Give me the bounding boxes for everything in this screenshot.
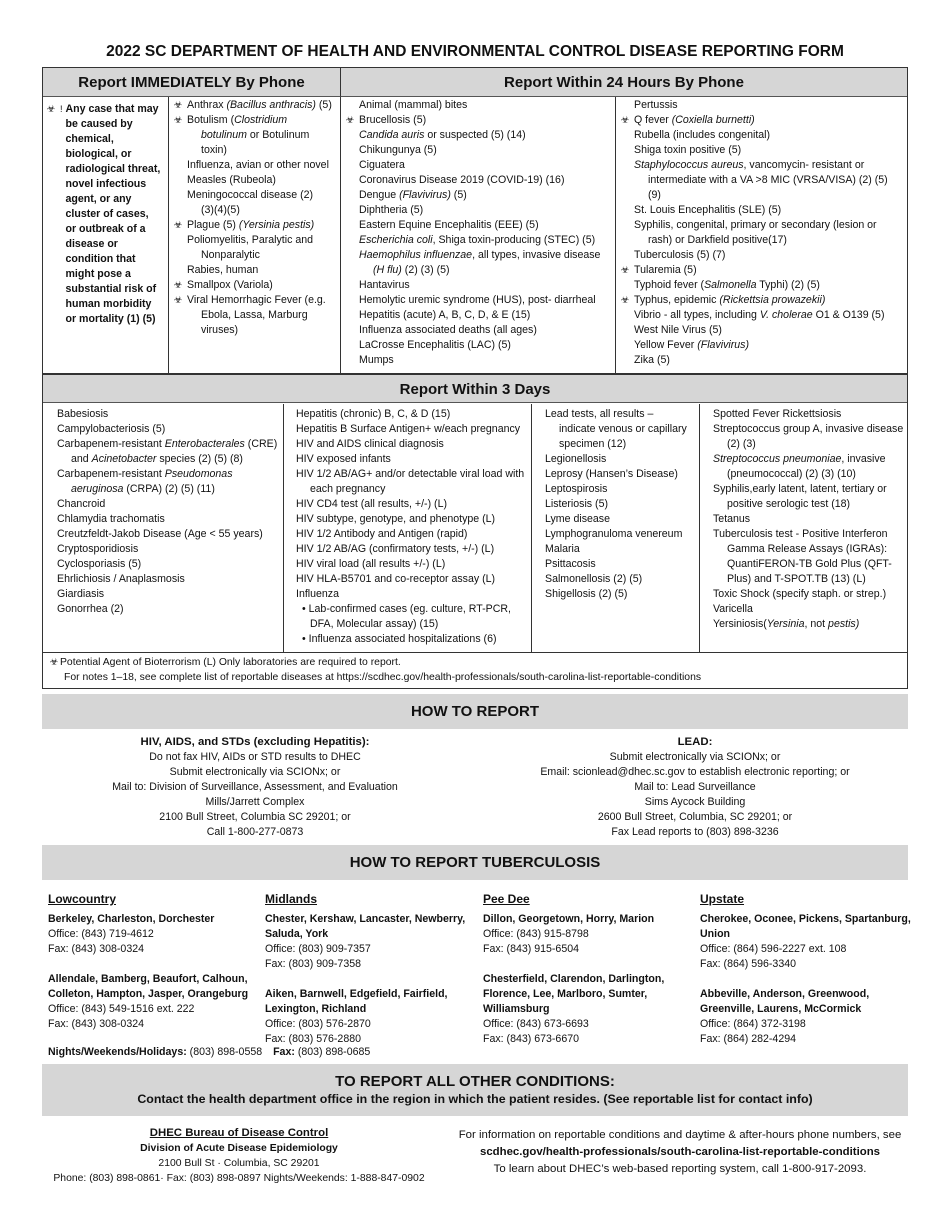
list-item: Candida auris or suspected (5) (14) xyxy=(359,129,526,141)
hiv-line: Do not fax HIV, AIDs or STD results to DHEC xyxy=(149,751,361,763)
other-conditions-subtitle: Contact the health department office in the region in which the patient resides. (See reportable list for contact info) xyxy=(137,1092,813,1106)
region-name: Upstate xyxy=(700,892,745,906)
region-counties: Abbeville, Anderson, Greenwood, Greenville, Laurens, McCormick xyxy=(700,988,870,1015)
region-office: Office: (843) 549-1516 ext. 222 xyxy=(48,1003,195,1015)
list-item: Shiga toxin positive (5) xyxy=(634,144,742,156)
list-item: Syphilis,early latent, latent, tertiary or xyxy=(713,483,887,495)
list-item-cont: each pregnancy xyxy=(310,483,386,495)
region-fax: Fax: (843) 308-0324 xyxy=(48,943,144,955)
biohazard-icon: ☣ xyxy=(173,220,183,231)
list-item: Spotted Fever Rickettsiosis xyxy=(713,408,842,420)
list-item: Babesiosis xyxy=(57,408,109,420)
tb-after-hours: Nights/Weekends/Holidays: (803) 898-0558 Fax: (803) 898-0685 xyxy=(48,1046,371,1058)
biohazard-icon: ☣ xyxy=(620,295,630,306)
list-item: Lead tests, all results – xyxy=(545,408,654,420)
list-item: St. Louis Encephalitis (SLE) (5) xyxy=(634,204,782,216)
list-item-cont: aeruginosa (CRPA) (2) (5) (11) xyxy=(71,483,215,495)
three-day-header: Report Within 3 Days xyxy=(43,374,907,403)
list-item-cont: (pneumococcal) (2) (3) (10) xyxy=(727,468,856,480)
list-item: ☣ Botulism (Clostridium xyxy=(173,114,288,126)
list-item: HIV and AIDS clinical diagnosis xyxy=(296,438,444,450)
lead-reporting-block xyxy=(520,735,870,840)
list-item: Carbapenem-resistant Pseudomonas xyxy=(57,468,233,480)
region-office: Office: (864) 596-2227 ext. 108 xyxy=(700,943,847,955)
any-case-text: Any case that may be caused by chemical, biological, or radiological threat, novel infectious agent, or any cluster of cases, or outbreak of a disease or condition that might pose a substantial risk of human morbidity or mortality (1) (5) xyxy=(65,103,161,325)
list-item: ☣ Smallpox (Variola) xyxy=(173,279,273,291)
list-item: Influenza, avian or other novel xyxy=(187,159,329,171)
list-item: Dengue (Flavivirus) (5) xyxy=(359,189,467,201)
tb-header: HOW TO REPORT TUBERCULOSIS xyxy=(42,845,908,880)
list-item: HIV viral load (all results +/-) (L) xyxy=(296,558,446,570)
biohazard-icon: ☣ xyxy=(620,265,630,276)
list-item: Listeriosis (5) xyxy=(545,498,608,510)
hiv-line: 2100 Bull Street, Columbia SC 29201; or xyxy=(159,811,351,823)
list-item: Ehrlichiosis / Anaplasmosis xyxy=(57,573,185,585)
biohazard-icon: ☣ xyxy=(345,115,355,126)
list-item: Tuberculosis test - Positive Interferon xyxy=(713,528,888,540)
list-item: HIV 1/2 AB/AG (confirmatory tests, +/-) (L) xyxy=(296,543,495,555)
list-item: Animal (mammal) bites xyxy=(359,99,468,111)
list-item: Lyme disease xyxy=(545,513,610,525)
how-to-report-header: HOW TO REPORT xyxy=(42,694,908,729)
bureau-contact xyxy=(44,1126,434,1186)
tb-region-upstate xyxy=(700,892,915,1047)
alert-mark: ! xyxy=(60,104,63,114)
other-conditions-banner xyxy=(42,1064,908,1116)
hiv-title: HIV, AIDS, and STDs (excluding Hepatitis): xyxy=(140,736,370,748)
list-item: Hepatitis (acute) A, B, C, D, & E (15) xyxy=(359,309,531,321)
list-item: Tuberculosis (5) (7) xyxy=(634,249,726,261)
tb-region-pee-dee xyxy=(483,892,698,1047)
biohazard-icon: ☣ xyxy=(46,104,56,115)
hiv-line: Submit electronically via SCIONx; or xyxy=(169,766,341,778)
three-day-list-4 xyxy=(699,404,907,652)
list-item: Varicella xyxy=(713,603,753,615)
list-item: Streptococcus pneumoniae, invasive xyxy=(713,453,886,465)
list-item: Poliomyelitis, Paralytic and xyxy=(187,234,313,246)
three-day-table xyxy=(42,374,908,689)
list-item: Chikungunya (5) xyxy=(359,144,437,156)
list-item: Zika (5) xyxy=(634,354,670,366)
bureau-name: DHEC Bureau of Disease Control xyxy=(149,1127,329,1139)
list-item: Streptococcus group A, invasive disease xyxy=(713,423,904,435)
list-item: Measles (Rubeola) xyxy=(187,174,276,186)
list-item: Rabies, human xyxy=(187,264,259,276)
list-item: Meningococcal disease (2) xyxy=(187,189,314,201)
list-item: Haemophilus influenzae, all types, invasive disease xyxy=(359,249,601,261)
biohazard-icon: ☣ xyxy=(173,280,183,291)
lead-line: Submit electronically via SCIONx; or xyxy=(609,751,781,763)
list-item: Creutzfeldt-Jakob Disease (Age < 55 years) xyxy=(57,528,263,540)
tb-region-lowcountry xyxy=(48,892,263,1032)
list-item: HIV HLA-B5701 and co-receptor assay (L) xyxy=(296,573,496,585)
region-office: Office: (843) 719-4612 xyxy=(48,928,154,940)
list-item: Hepatitis B Surface Antigen+ w/each pregnancy xyxy=(296,423,521,435)
list-item: Chancroid xyxy=(57,498,106,510)
list-item: Hepatitis (chronic) B, C, & D (15) xyxy=(296,408,451,420)
immediate-header: Report IMMEDIATELY By Phone xyxy=(43,68,340,97)
list-item: Campylobacteriosis (5) xyxy=(57,423,166,435)
region-counties: Dillon, Georgetown, Horry, Marion xyxy=(483,913,655,925)
list-item-cont: and Acinetobacter species (2) (5) (8) xyxy=(71,453,243,465)
biohazard-icon: ☣ xyxy=(620,115,630,126)
lead-line: Fax Lead reports to (803) 898-3236 xyxy=(611,826,779,838)
region-office: Office: (843) 915-8798 xyxy=(483,928,589,940)
region-fax: Fax: (864) 596-3340 xyxy=(700,958,796,970)
region-office: Office: (803) 576-2870 xyxy=(265,1018,371,1030)
list-item: Syphilis, congenital, primary or secondary (lesion or xyxy=(634,219,877,231)
list-item-cont: viruses) xyxy=(201,324,239,336)
list-item-cont: Plus) and T-SPOT.TB (13) (L) xyxy=(727,573,866,585)
list-item: Gonorrhea (2) xyxy=(57,603,124,615)
list-item: LaCrosse Encephalitis (LAC) (5) xyxy=(359,339,511,351)
region-name: Pee Dee xyxy=(483,892,530,906)
list-item: Pertussis xyxy=(634,99,678,111)
list-item: Staphylococcus aureus, vancomycin- resistant or xyxy=(634,159,865,171)
lead-title: LEAD: xyxy=(677,736,713,748)
list-item: Cryptosporidiosis xyxy=(57,543,139,555)
list-item: West Nile Virus (5) xyxy=(634,324,722,336)
list-item: HIV subtype, genotype, and phenotype (L) xyxy=(296,513,496,525)
region-office: Office: (864) 372-3198 xyxy=(700,1018,806,1030)
region-name: Lowcountry xyxy=(48,892,116,906)
three-day-list-1 xyxy=(43,404,283,652)
list-item: Diphtheria (5) xyxy=(359,204,424,216)
bureau-division: Division of Acute Disease Epidemiology xyxy=(140,1143,338,1154)
list-item: Salmonellosis (2) (5) xyxy=(545,573,643,585)
list-item: Carbapenem-resistant Enterobacterales (CRE) xyxy=(57,438,278,450)
immediate-list xyxy=(168,97,340,373)
region-fax: Fax: (864) 282-4294 xyxy=(700,1033,796,1045)
list-item: Ciguatera xyxy=(359,159,405,171)
list-item: Chlamydia trachomatis xyxy=(57,513,165,525)
list-item: Shigellosis (2) (5) xyxy=(545,588,628,600)
hiv-line: Call 1-800-277-0873 xyxy=(206,826,304,838)
list-item-cont: Gamma Release Assays (IGRAs): xyxy=(727,543,888,555)
info-block xyxy=(440,1127,920,1178)
list-item: Lymphogranuloma venereum xyxy=(545,528,683,540)
region-fax: Fax: (803) 576-2880 xyxy=(265,1033,361,1045)
list-item: ☣ Q fever (Coxiella burnetti) xyxy=(620,114,755,126)
list-item-cont: indicate venous or capillary xyxy=(559,423,687,435)
region-counties: Berkeley, Charleston, Dorchester xyxy=(48,913,215,925)
list-item: Typhoid fever (Salmonella Typhi) (2) (5) xyxy=(634,279,820,291)
region-fax: Fax: (843) 308-0324 xyxy=(48,1018,144,1030)
region-counties: Cherokee, Oconee, Pickens, Spartanburg, Union xyxy=(700,913,911,940)
region-counties: Allendale, Bamberg, Beaufort, Calhoun, Colleton, Hampton, Jasper, Orangeburg xyxy=(48,973,249,1000)
list-item: HIV 1/2 AB/AG+ and/or detectable viral load with xyxy=(296,468,525,480)
list-item-cont: Ebola, Lassa, Marburg xyxy=(201,309,308,321)
list-item: Mumps xyxy=(359,354,394,366)
list-item: Cyclosporiasis (5) xyxy=(57,558,142,570)
within-24-list-1 xyxy=(340,97,615,373)
list-item-cont: QuantiFERON-TB Gold Plus (QFT- xyxy=(727,558,892,570)
list-item: Toxic Shock (specify staph. or strep.) xyxy=(713,588,887,600)
bureau-phones: Phone: (803) 898-0861· Fax: (803) 898-0897 Nights/Weekends: 1-888-847-0902 xyxy=(53,1173,425,1184)
region-fax: Fax: (803) 909-7358 xyxy=(265,958,361,970)
list-item-cont: Nonparalytic xyxy=(201,249,260,261)
region-counties: Chester, Kershaw, Lancaster, Newberry, Saluda, York xyxy=(265,913,466,940)
list-item: Giardiasis xyxy=(57,588,105,600)
list-item: ☣ Tularemia (5) xyxy=(620,264,697,276)
footnote-line: ☣ Potential Agent of Bioterrorism (L) Only laboratories are required to report. xyxy=(49,656,907,671)
hiv-line: Mills/Jarrett Complex xyxy=(205,796,305,808)
list-item: Rubella (includes congenital) xyxy=(634,129,771,141)
list-item: Leprosy (Hansen’s Disease) xyxy=(545,468,678,480)
list-item: Yellow Fever (Flavivirus) xyxy=(634,339,749,351)
list-item-cont: rash) or Darkfield positive(17) xyxy=(648,234,787,246)
list-item: ☣ Typhus, epidemic (Rickettsia prowazekii) xyxy=(620,294,826,306)
biohazard-icon: ☣ xyxy=(49,657,59,668)
hiv-line: Mail to: Division of Surveillance, Assessment, and Evaluation xyxy=(112,781,398,793)
lead-line: 2600 Bull Street, Columbia, SC 29201; or xyxy=(597,811,793,823)
list-item: Vibrio - all types, including V. cholerae O1 & O139 (5) xyxy=(634,309,885,321)
biohazard-icon: ☣ xyxy=(173,115,183,126)
list-item-cont: (3)(4)(5) xyxy=(201,204,240,216)
list-item-cont: intermediate with a VA >8 MIC (VRSA/VISA) (2) (5) xyxy=(648,174,888,186)
list-item: Tetanus xyxy=(713,513,751,525)
footnote-line: For notes 1–18, see complete list of reportable diseases at https://scdhec.gov/health-professionals/south-carolina-list-reportable-conditions xyxy=(64,671,702,683)
info-line: For information on reportable conditions and daytime & after-hours phone numbers, see xyxy=(458,1129,902,1141)
within-24-header: Report Within 24 Hours By Phone xyxy=(340,68,907,97)
urgent-reporting-table xyxy=(42,67,908,374)
list-item: Yersiniosis(Yersinia, not pestis) xyxy=(713,618,860,630)
list-item: Coronavirus Disease 2019 (COVID-19) (16) xyxy=(359,174,565,186)
biohazard-icon: ☣ xyxy=(173,295,183,306)
list-item-cont: (9) xyxy=(648,189,661,201)
list-item: Legionellosis xyxy=(545,453,607,465)
list-item: Hantavirus xyxy=(359,279,410,291)
list-item-cont: (2) (3) xyxy=(727,438,756,450)
lead-line: Sims Aycock Building xyxy=(644,796,746,808)
three-day-list-2 xyxy=(283,404,531,652)
lead-line: Email: scionlead@dhec.sc.gov to establish electronic reporting; or xyxy=(540,766,850,778)
region-office: Office: (843) 673-6693 xyxy=(483,1018,589,1030)
list-item: ☣ Plague (5) (Yersinia pestis) xyxy=(173,219,315,231)
list-item-cont: positive serologic test (18) xyxy=(727,498,851,510)
region-name: Midlands xyxy=(265,892,318,906)
hiv-reporting-block xyxy=(85,735,425,840)
within-24-list-2 xyxy=(615,97,907,373)
any-case-column xyxy=(43,97,168,373)
list-item: Influenza associated deaths (all ages) xyxy=(359,324,537,336)
info-line: To learn about DHEC’s web-based reporting system, call 1-800-917-2093. xyxy=(493,1163,867,1175)
three-day-list-3 xyxy=(531,404,699,652)
other-conditions-title: TO REPORT ALL OTHER CONDITIONS: xyxy=(335,1073,615,1090)
list-item: Hemolytic uremic syndrome (HUS), post- diarrheal xyxy=(359,294,596,306)
list-item-cont: toxin) xyxy=(201,144,227,156)
list-item-cont: botulinum or Botulinum xyxy=(201,129,310,141)
list-item-cont: specimen (12) xyxy=(559,438,627,450)
list-item-cont: (H flu) (2) (3) (5) xyxy=(373,264,450,276)
list-item: • Influenza associated hospitalizations (6) xyxy=(302,633,497,645)
region-fax: Fax: (843) 673-6670 xyxy=(483,1033,579,1045)
region-counties: Aiken, Barnwell, Edgefield, Fairfield, Lexington, Richland xyxy=(265,988,448,1015)
list-item: ☣ Brucellosis (5) xyxy=(345,114,427,126)
list-item: HIV CD4 test (all results, +/-) (L) xyxy=(296,498,447,510)
list-item: Escherichia coli, Shiga toxin-producing (STEC) (5) xyxy=(359,234,596,246)
form-title: 2022 SC DEPARTMENT OF HEALTH AND ENVIRONMENTAL CONTROL DISEASE REPORTING FORM xyxy=(106,43,844,60)
bureau-address: 2100 Bull St · Columbia, SC 29201 xyxy=(158,1158,320,1169)
list-item: Malaria xyxy=(545,543,580,555)
list-item: ☣ Anthrax (Bacillus anthracis) (5) xyxy=(173,99,332,111)
list-item: ☣ Viral Hemorrhagic Fever (e.g. xyxy=(173,294,326,306)
list-item: HIV 1/2 Antibody and Antigen (rapid) xyxy=(296,528,468,540)
list-item: Eastern Equine Encephalitis (EEE) (5) xyxy=(359,219,539,231)
list-item: Psittacosis xyxy=(545,558,596,570)
biohazard-icon: ☣ xyxy=(173,100,183,111)
region-office: Office: (803) 909-7357 xyxy=(265,943,371,955)
list-item: HIV exposed infants xyxy=(296,453,391,465)
info-link[interactable]: scdhec.gov/health-professionals/south-carolina-list-reportable-conditions xyxy=(480,1146,880,1158)
footnote xyxy=(43,652,907,688)
region-fax: Fax: (843) 915-6504 xyxy=(483,943,579,955)
list-item-cont: DFA, Molecular assay) (15) xyxy=(310,618,439,630)
region-counties: Chesterfield, Clarendon, Darlington, Florence, Lee, Marlboro, Sumter, Williamsburg xyxy=(483,973,665,1015)
list-item: • Lab-confirmed cases (eg. culture, RT-PCR, xyxy=(302,603,511,615)
list-item: Leptospirosis xyxy=(545,483,608,495)
list-item: Influenza xyxy=(296,588,339,600)
lead-line: Mail to: Lead Surveillance xyxy=(634,781,756,793)
tb-region-midlands xyxy=(265,892,480,1047)
